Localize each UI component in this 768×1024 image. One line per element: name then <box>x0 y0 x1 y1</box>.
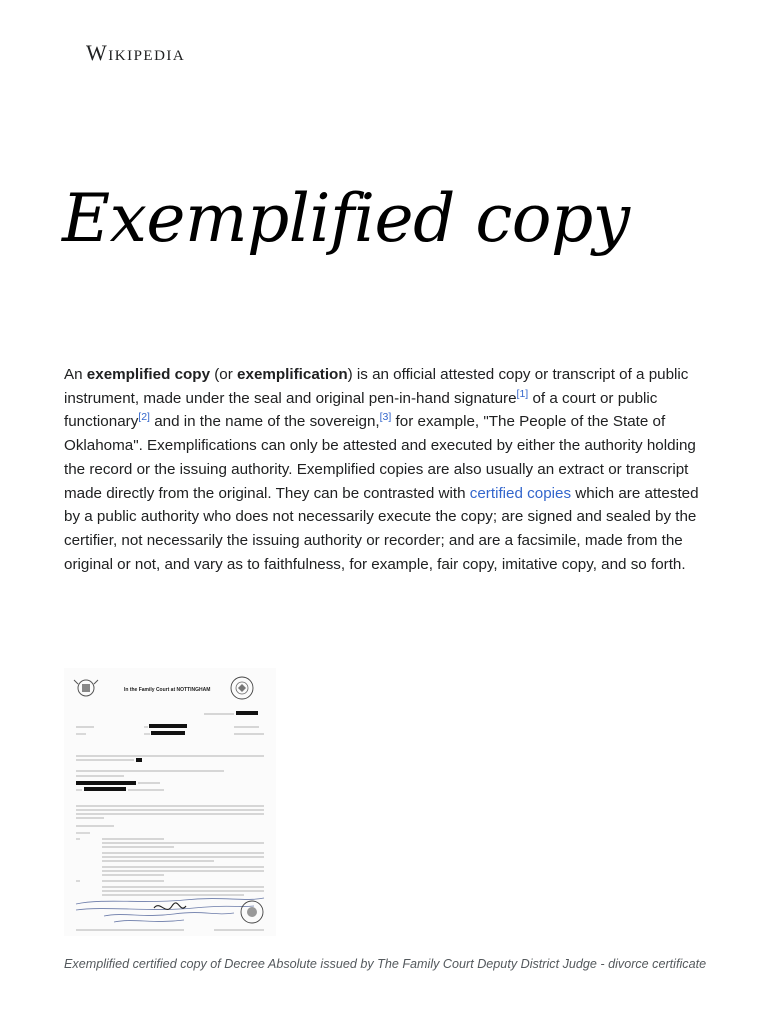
reference-2 <box>138 411 150 423</box>
wikipedia-logo[interactable]: Wikipedia <box>86 40 186 65</box>
reference-link-3[interactable]: [3] <box>379 411 392 424</box>
decree-document-illustration <box>64 668 276 936</box>
decree-absolute-image[interactable] <box>64 668 276 936</box>
image-caption: Exemplified certified copy of Decree Absolute issued by The Family Court Deputy District Judge - divorce certificate <box>64 957 707 971</box>
term-exemplification: exemplification <box>237 366 348 383</box>
text-run: An <box>64 366 87 383</box>
text-run: and in the name of the sovereign, <box>149 413 380 431</box>
intro-paragraph <box>64 363 712 576</box>
page-title: Exemplified copy <box>62 180 630 257</box>
reference-1 <box>517 388 529 400</box>
document-heading: In the Family Court at NOTTINGHAM <box>124 687 211 693</box>
text-run: for example, "The People of the State of Oklahoma". Exemplifications can only be attested and executed by either the authority holding the record or the issuing authority. Exemplified copies are also usually an extract or transcript made directly from the original. They can be contrasted with <box>64 413 696 502</box>
reference-link-1[interactable]: [1] <box>516 387 529 400</box>
term-exemplified-copy: exemplified copy <box>86 366 211 383</box>
text-run: ) is an official attested copy or transcript of a public instrument, made under the seal and original pen-in-hand signature <box>64 366 689 407</box>
text-run: of a court or public functionary <box>64 389 658 431</box>
text-run: (or <box>210 366 238 383</box>
certified-copies-link[interactable]: certified copies <box>469 484 572 502</box>
article-body <box>64 363 712 576</box>
text-run: which are attested by a public authority who does not necessarily execute the copy; are signed and sealed by the certifier, not necessarily the issuing authority or recorder; and are a facsimile, made from the original or not, and vary as to faithfulness, for example, fair copy, imitative copy, and so forth. <box>64 484 699 573</box>
reference-3 <box>380 411 392 423</box>
reference-link-2[interactable]: [2] <box>138 411 150 424</box>
